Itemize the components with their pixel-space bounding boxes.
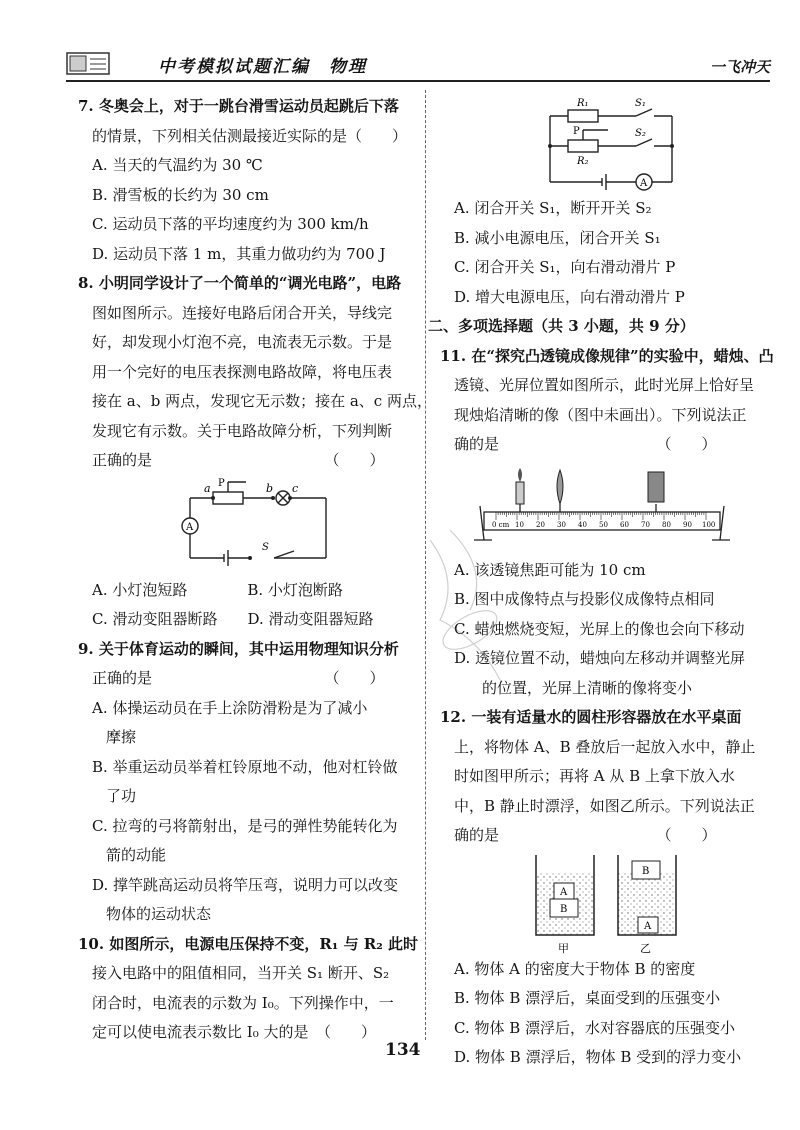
q10-options [440,194,760,312]
q10-option: D. 增大电源电压，向右滑动滑片 P [454,287,685,306]
label-r2: R₂ [577,156,589,167]
label-b: b [266,481,274,495]
q9-option: 箭的动能 [106,846,167,864]
header-rule [66,80,770,82]
q7-option: B. 滑雪板的长约为 30 cm [92,185,269,204]
q7-stem: 的情景，下列相关估测最接近实际的是（ ） [92,126,408,145]
q9-option: 物体的运动状态 [106,905,212,923]
tick-label: 70 [641,520,650,529]
q8-stem: 8. 小明同学设计了一个简单的“调光电路”，电路 [78,274,402,292]
label-a: A [644,920,652,932]
book-title: 中考模拟试题汇编 物理 [158,57,367,77]
tick-label: 40 [578,520,587,529]
flame-icon [518,468,522,482]
q12-option: C. 物体 B 漂浮后，水对容器底的压强变小 [454,1018,736,1037]
q11-stem: 透镜、光屏位置如图所示，此时光屏上恰好呈 [454,376,755,394]
tick-label: 50 [599,520,608,529]
q10-option: B. 减小电源电压，闭合开关 S₁ [454,228,661,247]
q10-stem: 10. 如图所示，电源电压保持不变，R₁ 与 R₂ 此时 [78,934,419,953]
q7-option: D. 运动员下落 1 m，其重力做功约为 700 J [92,244,386,263]
page-number: 134 [385,1040,421,1060]
q10-option: C. 闭合开关 S₁，向右滑动滑片 P [454,258,676,276]
left-column [78,92,432,1048]
stamp-watermark [420,520,520,690]
q12-container-diagram [440,851,760,955]
q9-option: B. 举重运动员举着杠铃原地不动，他对杠铃做 [92,757,398,776]
label-a: A [560,886,568,898]
q10-stem: 定可以使电流表示数比 I₀ 大的是 （ ） [92,1023,376,1041]
q11-stem: 11. 在“探究凸透镜成像规律”的实验中，蜡烛、凸 [440,346,774,365]
q11-option: A. 该透镜焦距可能为 10 cm [454,560,646,579]
q12-stem: 上，将物体 A、B 叠放后一起放入水中，静止 [454,737,756,756]
label-b: B [642,865,650,877]
q8-stem: 图如图所示。连接好电路后闭合开关，导线完 [92,303,393,322]
point-a-dot [211,496,215,500]
q8-option: C. 滑动变阻器断路 D. 滑动变阻器短路 [92,610,374,628]
label-yi: 乙 [640,941,651,955]
label-a: a [204,481,211,495]
q10-stem: 接入电路中的阻值相同，当开关 S₁ 断开、S₂ [92,964,390,982]
point-b-dot [271,496,275,500]
label-s1: S₁ [635,98,646,109]
q9-option: A. 体操运动员在手上涂防滑粉是为了减小 [92,698,368,717]
light-screen [648,472,664,502]
q12-stem: 时如图甲所示；再将 A 从 B 上拿下放入水 [454,767,735,785]
q11-option: C. 蜡烛燃烧变短，光屏上的像也会向下移动 [454,619,745,638]
label-b: B [560,903,568,915]
point-c-dot [288,496,292,500]
ammeter-label: A [186,521,194,533]
q11-option: B. 图中成像特点与投影仪成像特点相同 [454,590,715,608]
q12-option: A. 物体 A 的密度大于物体 B 的密度 [454,959,696,978]
q12-option: D. 物体 B 漂浮后，物体 B 受到的浮力变小 [454,1048,742,1066]
label-s2: S₂ [635,128,646,139]
tick-label: 100 [702,520,716,529]
question-9 [78,635,416,930]
q8-option: A. 小灯泡短路 B. 小灯泡断路 [92,580,343,599]
candle [516,482,524,504]
label-r1: R₁ [577,98,589,109]
convex-lens [557,470,563,504]
label-p: P [218,477,225,489]
question-7 [78,92,416,269]
q11-option: 的位置，光屏上清晰的像将变小 [482,678,693,697]
q9-stem: 9. 关于体育运动的瞬间，其中运用物理知识分析 [78,639,399,658]
q12-stem: 确的是 （ ） [454,826,717,844]
q7-option: C. 运动员下落的平均速度约为 300 km/h [92,215,369,233]
q10-option: A. 闭合开关 S₁，断开开关 S₂ [454,199,652,217]
switch-label: S [262,541,269,553]
q11-option: D. 透镜位置不动，蜡烛向左移动并调整光屏 [454,649,746,667]
junction-dot [548,144,552,148]
question-10 [78,930,419,1048]
section-heading: 二、多项选择题（共 3 小题，共 9 分） [428,317,695,335]
q12-stem: 中，B 静止时漂浮，如图乙所示。下列说法正 [454,796,755,815]
q7-option: A. 当天的气温约为 30 ℃ [92,156,263,174]
q11-stem: 确的是 （ ） [454,435,717,453]
q10-stem: 闭合时，电流表的示数为 I₀。下列操作中，一 [92,993,394,1012]
q12-option: B. 物体 B 漂浮后，桌面受到的压强变小 [454,989,721,1007]
page-header [66,50,770,78]
q9-option: 摩擦 [106,728,137,746]
q7-stem: 7. 冬奥会上，对于一跳台滑雪运动员起跳后下落 [78,97,399,115]
q12-stem: 12. 一装有适量水的圆柱形容器放在水平桌面 [440,708,742,726]
switch-pivot-dot [248,556,252,560]
q8-stem: 发现它有示数。关于电路故障分析，下列判断 [92,421,393,440]
question-12 [440,703,760,1073]
q8-stem: 用一个完好的电压表探测电路故障，将电压表 [92,362,393,381]
q9-option: C. 拉弯的弓将箭射出，是弓的弹性势能转化为 [92,816,398,835]
q9-stem: 正确的是 （ ） [92,669,385,687]
tick-label: 20 [536,520,545,529]
tick-label: 60 [620,520,629,529]
q8-stem: 好，却发现小灯泡不亮，电流表无示数。于是 [92,333,393,351]
q8-stem: 正确的是 （ ） [92,451,385,469]
label-jia: 甲 [558,941,569,955]
book-logo-icon [66,50,110,76]
tick-label: 90 [683,520,692,529]
ammeter-label: A [640,178,648,189]
brand-logo: 一飞冲天 [709,58,770,76]
tick-label: 10 [515,520,524,529]
tick-label: 80 [662,520,671,529]
question-8 [78,269,432,635]
label-p: P [573,126,580,137]
label-c: c [292,481,299,495]
q8-stem: 接在 a、b 两点，发现它无示数；接在 a、c 两点， [92,392,432,410]
q9-option: 了功 [106,787,137,805]
q11-stem: 现烛焰清晰的像（图中未画出）。下列说法正 [454,405,747,424]
tick-label: 30 [557,520,566,529]
q9-option: D. 撑竿跳高运动员将竿压弯，说明力可以改变 [92,875,399,894]
q10-circuit-diagram [440,92,760,194]
junction-dot [670,144,674,148]
tick-label: 0 cm [492,520,510,529]
q8-circuit-diagram [78,476,416,576]
